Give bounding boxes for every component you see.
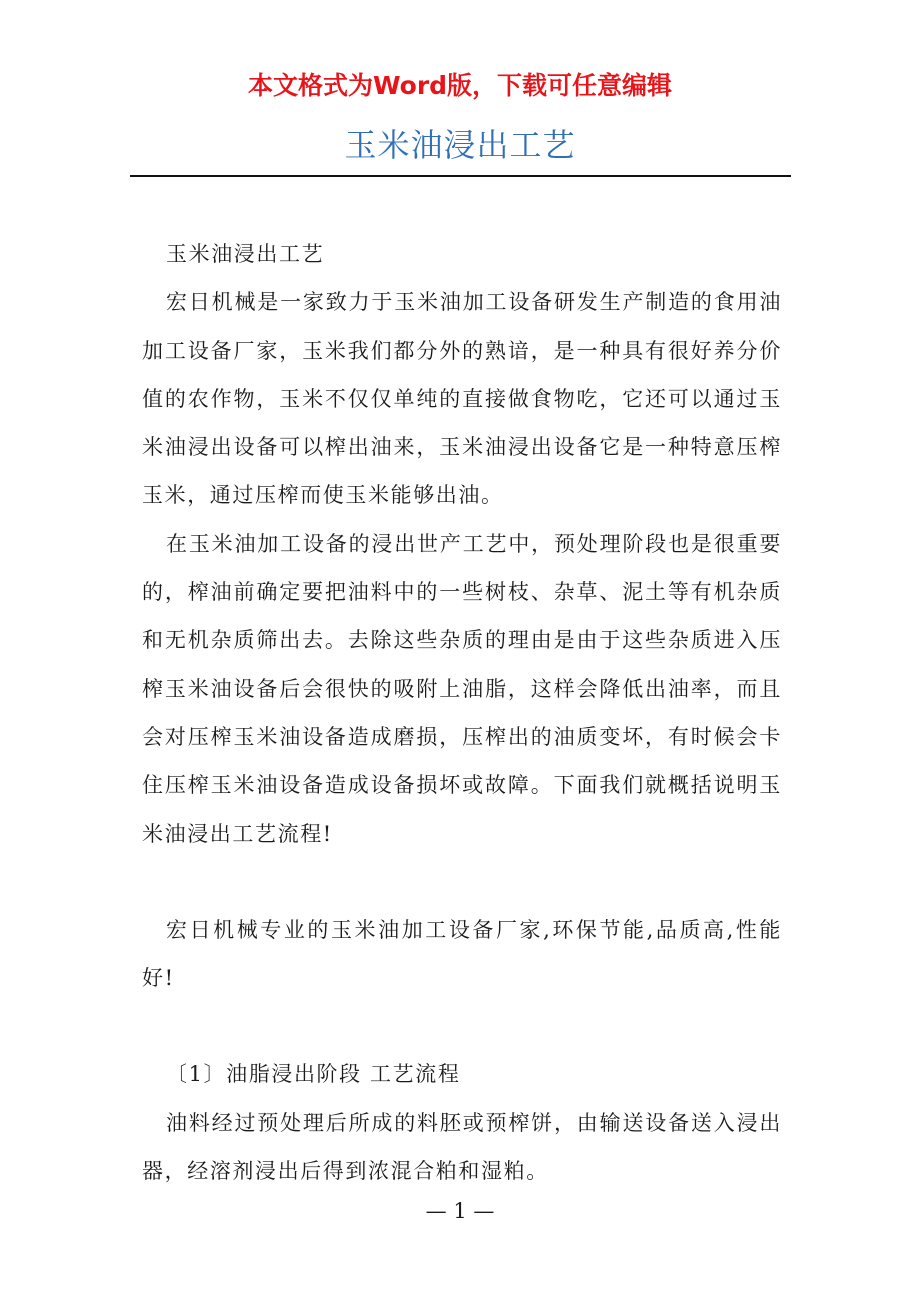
page-number: — 1 — [425,1199,495,1223]
header-divider [130,175,791,177]
paragraph-intro: 宏日机械是一家致力于玉米油加工设备研发生产制造的食用油加工设备厂家，玉米我们都分外的熟谙，是一种具有很好养分价值的农作物，玉米不仅仅单纯的直接做食物吃，它还可以通过玉米油浸出设备可以榨出油来，玉米油浸出设备它是一种特意压榨玉米，通过压榨而使玉米能够出油。 [142,290,782,508]
word-format-banner: 本文格式为Word版，下载可任意编辑 [247,71,673,100]
paragraph-pretreatment: 在玉米油加工设备的浸出世产工艺中，预处理阶段也是很重要的，榨油前确定要把油料中的一些树枝、杂草、泥土等有机杂质和无机杂质筛出去。去除这些杂质的理由是由于这些杂质进入压榨玉米油设备后会很快的吸附上油脂，这样会降低出油率，而且会对压榨玉米油设备造成磨损，压榨出的油质变坏，有时候会卡住压榨玉米油设备造成设备损坏或故障。下面我们就概括说明玉米油浸出工艺流程! [142,531,782,846]
document-title: 玉米油浸出工艺 [344,126,576,164]
paragraph-extraction: 油料经过预处理后所成的料胚或预榨饼，由输送设备送入浸出器，经溶剂浸出后得到浓混合粕和湿粕。 [142,1110,782,1184]
document-body [142,230,782,1195]
section-heading: 〔1〕油脂浸出阶段 工艺流程 [166,1062,461,1087]
paragraph-promo: 宏日机械专业的玉米油加工设备厂家,环保节能,品质高,性能好! [142,917,782,991]
body-heading: 玉米油浸出工艺 [166,242,325,266]
